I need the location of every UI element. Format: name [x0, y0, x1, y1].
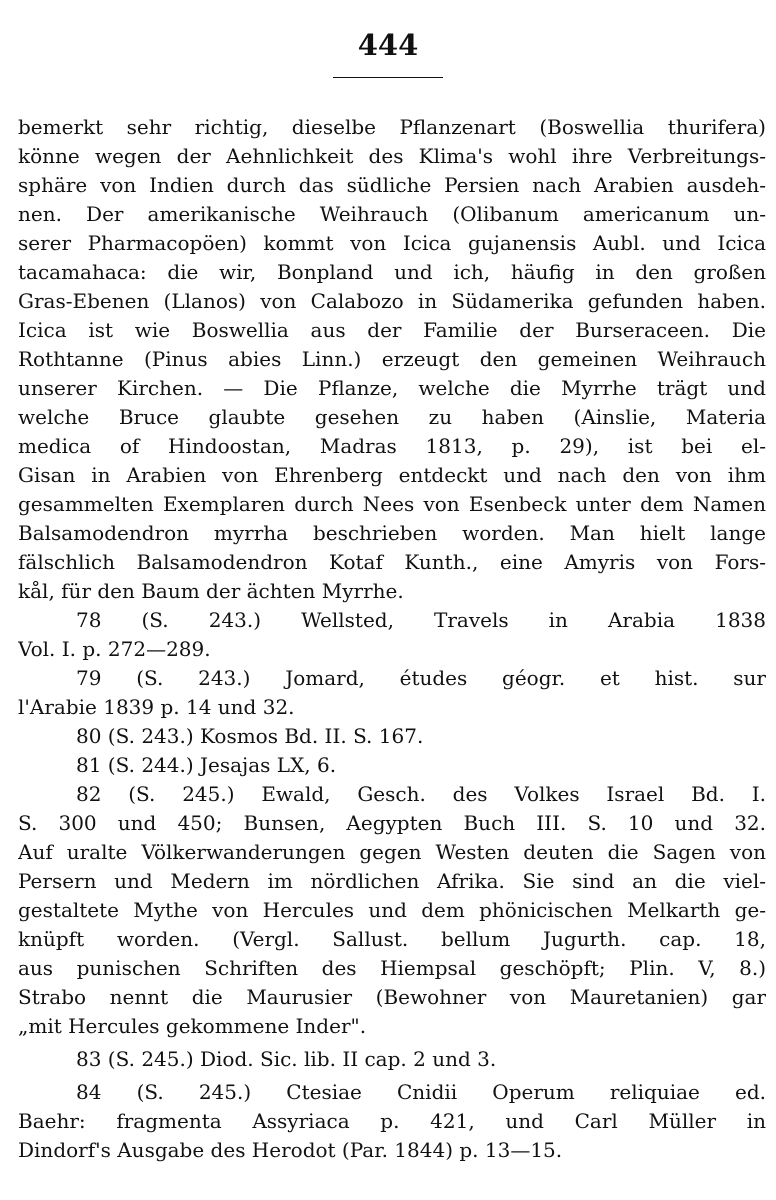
text-line: tacamahaca: die wir, Bonpland und ich, häufig in den großen [18, 260, 766, 284]
footnote-82: 82 (S. 245.) Ewald, Gesch. des Volkes Israel Bd. I. [76, 782, 766, 806]
text-line: gestaltete Mythe von Hercules und dem phönicischen Melkarth ge- [18, 898, 766, 922]
footnote-78: 78 (S. 243.) Wellsted, Travels in Arabia 1838 [76, 608, 766, 632]
header-rule [333, 77, 443, 78]
text-line: Persern und Medern im nördlichen Afrika. Sie sind an die viel- [18, 869, 766, 893]
footnote-79: 79 (S. 243.) Jomard, études géogr. et hist. sur [76, 666, 766, 690]
footnote-83: 83 (S. 245.) Diod. Sic. lib. II cap. 2 und 3. [76, 1047, 497, 1071]
text-line: Strabo nennt die Maurusier (Bewohner von Mauretanien) gar [18, 985, 766, 1009]
text-line: unserer Kirchen. — Die Pflanze, welche die Myrrhe trägt und [18, 376, 766, 400]
text-line: knüpft worden. (Vergl. Sallust. bellum Jugurth. cap. 18, [18, 927, 766, 951]
text-line: serer Pharmacopöen) kommt von Icica gujanensis Aubl. und Icica [18, 231, 766, 255]
text-line: Vol. I. p. 272—289. [18, 637, 211, 661]
footnote-80: 80 (S. 243.) Kosmos Bd. II. S. 167. [76, 724, 424, 748]
text-line: Auf uralte Völkerwanderungen gegen Westen deuten die Sagen von [18, 840, 766, 864]
text-line: l'Arabie 1839 p. 14 und 32. [18, 695, 295, 719]
text-line: „mit Hercules gekommene Inder". [18, 1014, 367, 1038]
text-line: Balsamodendron myrrha beschrieben worden. Man hielt lange [18, 521, 766, 545]
text-line: Gras-Ebenen (Llanos) von Calabozo in Südamerika gefunden haben. [18, 289, 766, 313]
text-line: S. 300 und 450; Bunsen, Aegypten Buch III. S. 10 und 32. [18, 811, 766, 835]
text-line: sphäre von Indien durch das südliche Persien nach Arabien ausdeh- [18, 173, 766, 197]
text-line: nen. Der amerikanische Weihrauch (Olibanum americanum un- [18, 202, 766, 226]
footnote-84: 84 (S. 245.) Ctesiae Cnidii Operum reliquiae ed. [76, 1080, 766, 1104]
text-line: Dindorf's Ausgabe des Herodot (Par. 1844) p. 13—15. [18, 1138, 563, 1162]
text-line: Baehr: fragmenta Assyriaca p. 421, und Carl Müller in [18, 1109, 766, 1133]
text-line: kål, für den Baum der ächten Myrrhe. [18, 579, 404, 603]
text-line: Gisan in Arabien von Ehrenberg entdeckt und nach den von ihm [18, 463, 766, 487]
footnote-81: 81 (S. 244.) Jesajas LX, 6. [76, 753, 337, 777]
text-line: Rothtanne (Pinus abies Linn.) erzeugt den gemeinen Weihrauch [18, 347, 766, 371]
text-line: welche Bruce glaubte gesehen zu haben (Ainslie, Materia [18, 405, 766, 429]
text-line: fälschlich Balsamodendron Kotaf Kunth., eine Amyris von Fors- [18, 550, 766, 574]
text-line: aus punischen Schriften des Hiempsal geschöpft; Plin. V, 8.) [18, 956, 766, 980]
text-line: bemerkt sehr richtig, dieselbe Pflanzenart (Boswellia thurifera) [18, 115, 766, 139]
text-line: gesammelten Exemplaren durch Nees von Esenbeck unter dem Namen [18, 492, 766, 516]
text-line: Icica ist wie Boswellia aus der Familie der Burseraceen. Die [18, 318, 766, 342]
text-line: medica of Hindoostan, Madras 1813, p. 29), ist bei el- [18, 434, 766, 458]
page-number: 444 [357, 28, 419, 62]
text-line: könne wegen der Aehnlichkeit des Klima's wohl ihre Verbreitungs- [18, 144, 766, 168]
